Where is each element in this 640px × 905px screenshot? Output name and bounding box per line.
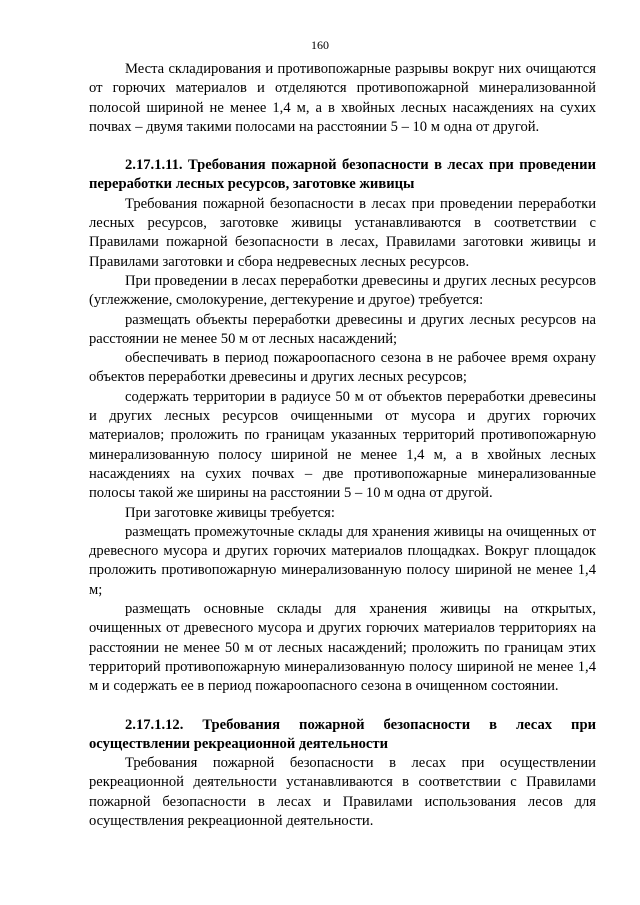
document-body bbox=[89, 60, 596, 831]
section-heading-2-17-1-12: 2.17.1.12. Требования пожарной безопасности в лесах при осуществлении рекреационной деятельности bbox=[89, 716, 596, 752]
list-item: размещать промежуточные склады для хранения живицы на очищенных от древесного мусора и других горючих материалов площадках. Вокруг площадок проложить противопожарную минерализованную полосу шириной не менее 1,4 м; bbox=[89, 523, 596, 598]
list-item: обеспечивать в период пожароопасного сезона в не рабочее время охрану объектов переработки древесины и других лесных ресурсов; bbox=[89, 350, 596, 386]
list-item: размещать основные склады для хранения живицы на открытых, очищенных от древесного мусора и других горючих материалов территориях на расстоянии не менее 50 м от лесных насаждений; проложить по границам этих территорий противопожарную минерализованную полосу шириной не менее 1,4 м и содержать ее в период пожароопасного сезона в очищенном состоянии. bbox=[89, 601, 596, 695]
list-item: размещать объекты переработки древесины и других лесных ресурсов на расстоянии не менее 50 м от лесных насаждений; bbox=[89, 311, 596, 347]
paragraph: Требования пожарной безопасности в лесах при осуществлении рекреационной деятельности устанавливаются в соответствии с Правилами пожарной безопасности в лесах и Правилами использования лесов для осуществления рекреационной деятельности. bbox=[89, 755, 596, 829]
paragraph: Требования пожарной безопасности в лесах при проведении переработки лесных ресурсов, заготовке живицы устанавливаются в соответствии с Правилами пожарной безопасности в лесах, Правилами заготовки живицы и Правилами заготовки и сбора недревесных лесных ресурсов. bbox=[89, 195, 596, 270]
paragraph: При заготовке живицы требуется: bbox=[125, 504, 335, 521]
page-number: 160 bbox=[311, 38, 329, 52]
section-heading-2-17-1-11: 2.17.1.11. Требования пожарной безопасности в лесах при проведении переработки лесных ресурсов, заготовке живицы bbox=[89, 157, 596, 193]
list-item: содержать территории в радиусе 50 м от объектов переработки древесины и других лесных ресурсов очищенными от мусора и других горючих материалов; проложить по границам указанных территорий противопожарную минерализованную полосу шириной не менее 1,4 м, а в хвойных лесных насаждениях на сухих почвах – две противопожарные минерализованные полосы такой же ширины на расстоянии 5 – 10 м одна от другой. bbox=[89, 388, 596, 502]
intro-paragraph: Места складирования и противопожарные разрывы вокруг них очищаются от горючих материалов и отделяются противопожарной минерализованной полосой шириной не менее 1,4 м, а в хвойных лесных насаждениях на сухих почвах – двумя такими полосами на расстоянии 5 – 10 м одна от другой. bbox=[89, 61, 596, 135]
paragraph: При проведении в лесах переработки древесины и других лесных ресурсов (углежжение, смолокурение, дегтекурение и другое) требуется: bbox=[89, 272, 596, 309]
